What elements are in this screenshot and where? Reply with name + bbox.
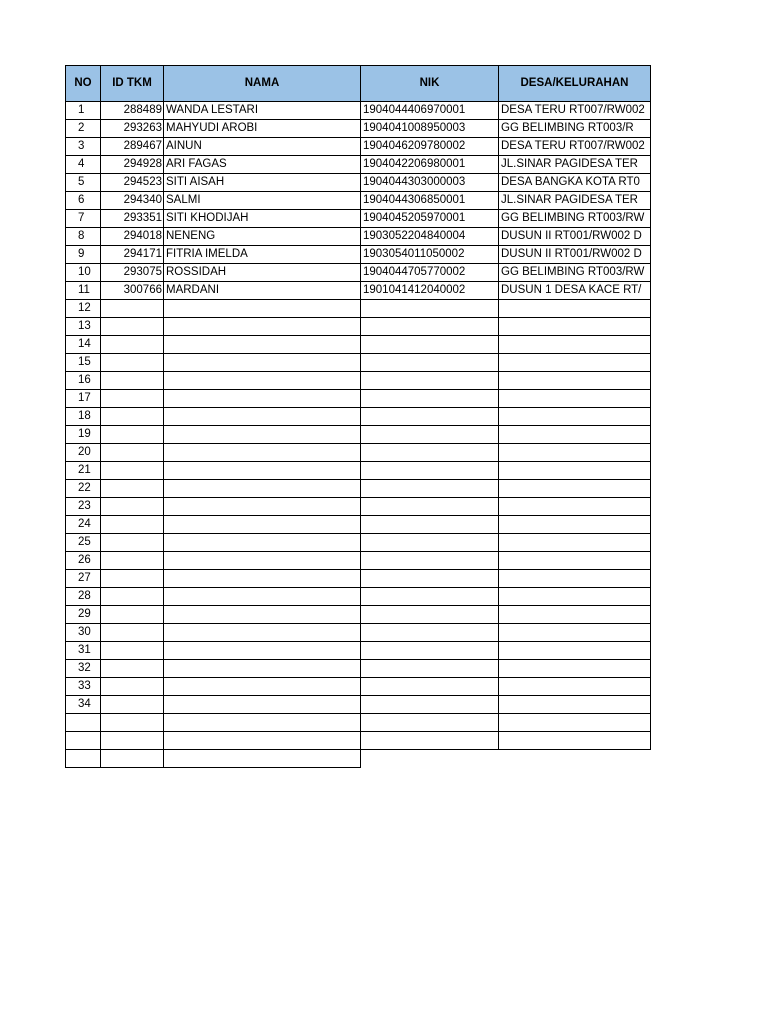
cell-id-tkm (101, 516, 164, 534)
cell-desa: GG BELIMBING RT003/RW (499, 210, 651, 228)
table-row (66, 570, 651, 588)
cell-id-tkm (101, 552, 164, 570)
header-id-tkm: ID TKM (101, 66, 164, 102)
cell-id-tkm: 293263 (101, 120, 164, 138)
table-row (66, 480, 651, 498)
table-row (66, 660, 651, 678)
cell-nama (164, 570, 361, 588)
cell-nama: SALMI (164, 192, 361, 210)
cell-no: 8 (66, 228, 101, 246)
cell-no: 7 (66, 210, 101, 228)
cell-nama (164, 390, 361, 408)
cell-nik: 1904045205970001 (361, 210, 499, 228)
cell-nama (164, 696, 361, 714)
cell-nik: 1904041008950003 (361, 120, 499, 138)
cell-id-tkm (101, 714, 164, 732)
cell-desa: JL.SINAR PAGIDESA TER (499, 156, 651, 174)
cell-no: 24 (66, 516, 101, 534)
cell-no: 26 (66, 552, 101, 570)
empty-cell (164, 750, 361, 768)
cell-nik (361, 516, 499, 534)
empty-cell (101, 750, 164, 768)
cell-nama (164, 606, 361, 624)
cell-nama (164, 408, 361, 426)
cell-nama: AINUN (164, 138, 361, 156)
cell-nama (164, 516, 361, 534)
table-row (66, 264, 651, 282)
cell-id-tkm: 294523 (101, 174, 164, 192)
cell-nik: 1904044705770002 (361, 264, 499, 282)
cell-nama (164, 552, 361, 570)
header-nik: NIK (361, 66, 499, 102)
table-row (66, 516, 651, 534)
header-desa-kelurahan: DESA/KELURAHAN (499, 66, 651, 102)
cell-desa (499, 462, 651, 480)
cell-desa (499, 408, 651, 426)
table-row (66, 300, 651, 318)
cell-nama: WANDA LESTARI (164, 102, 361, 120)
cell-no: 17 (66, 390, 101, 408)
cell-no: 20 (66, 444, 101, 462)
cell-id-tkm: 300766 (101, 282, 164, 300)
cell-desa: DESA TERU RT007/RW002 (499, 102, 651, 120)
cell-desa (499, 678, 651, 696)
cell-id-tkm (101, 462, 164, 480)
cell-nama (164, 462, 361, 480)
cell-desa: DESA BANGKA KOTA RT0 (499, 174, 651, 192)
cell-nama (164, 318, 361, 336)
table-row (66, 714, 651, 732)
table-row (66, 156, 651, 174)
cell-id-tkm (101, 372, 164, 390)
cell-no: 32 (66, 660, 101, 678)
cell-id-tkm: 294171 (101, 246, 164, 264)
cell-nama (164, 660, 361, 678)
cell-nik (361, 498, 499, 516)
cell-no: 6 (66, 192, 101, 210)
cell-id-tkm (101, 588, 164, 606)
cell-desa (499, 534, 651, 552)
cell-id-tkm (101, 642, 164, 660)
cell-nama: SITI AISAH (164, 174, 361, 192)
cell-nik (361, 624, 499, 642)
table-row (66, 498, 651, 516)
header-no: NO (66, 66, 101, 102)
table-row (66, 174, 651, 192)
cell-id-tkm: 294340 (101, 192, 164, 210)
table-row (66, 372, 651, 390)
cell-nama: ROSSIDAH (164, 264, 361, 282)
table-row (66, 588, 651, 606)
cell-desa: DESA TERU RT007/RW002 (499, 138, 651, 156)
cell-desa (499, 480, 651, 498)
table-row (66, 642, 651, 660)
cell-desa: GG BELIMBING RT003/RW (499, 264, 651, 282)
cell-id-tkm (101, 336, 164, 354)
cell-no (66, 732, 101, 750)
cell-desa (499, 354, 651, 372)
cell-nama: NENENG (164, 228, 361, 246)
cell-nama (164, 678, 361, 696)
cell-nik (361, 318, 499, 336)
empty-cell (499, 750, 651, 768)
cell-nama (164, 426, 361, 444)
cell-nama: MARDANI (164, 282, 361, 300)
cell-no: 14 (66, 336, 101, 354)
cell-id-tkm (101, 444, 164, 462)
cell-nik (361, 462, 499, 480)
cell-nik: 1904046209780002 (361, 138, 499, 156)
table-row (66, 120, 651, 138)
cell-nama (164, 354, 361, 372)
cell-no: 23 (66, 498, 101, 516)
table-row (66, 192, 651, 210)
cell-id-tkm: 288489 (101, 102, 164, 120)
cell-nik: 1904042206980001 (361, 156, 499, 174)
cell-no: 22 (66, 480, 101, 498)
cell-no: 28 (66, 588, 101, 606)
cell-nama (164, 300, 361, 318)
table-row (66, 534, 651, 552)
cell-nik (361, 426, 499, 444)
cell-nik (361, 552, 499, 570)
cell-desa: DUSUN II RT001/RW002 D (499, 228, 651, 246)
cell-no: 34 (66, 696, 101, 714)
cell-no: 1 (66, 102, 101, 120)
cell-nama (164, 480, 361, 498)
table-row (66, 696, 651, 714)
cell-id-tkm (101, 390, 164, 408)
cell-nik (361, 534, 499, 552)
cell-desa (499, 696, 651, 714)
cell-nama (164, 498, 361, 516)
cell-nik (361, 408, 499, 426)
empty-cell (66, 750, 101, 768)
cell-nik (361, 336, 499, 354)
cell-no: 18 (66, 408, 101, 426)
table-row (66, 336, 651, 354)
cell-nik (361, 300, 499, 318)
cell-id-tkm (101, 606, 164, 624)
cell-id-tkm (101, 570, 164, 588)
cell-nik (361, 660, 499, 678)
cell-nama (164, 642, 361, 660)
cell-nama (164, 372, 361, 390)
cell-id-tkm (101, 534, 164, 552)
cell-no: 29 (66, 606, 101, 624)
table-row (66, 102, 651, 120)
cell-id-tkm (101, 678, 164, 696)
header-nama: NAMA (164, 66, 361, 102)
table-row (66, 750, 651, 768)
table-row (66, 354, 651, 372)
cell-nik (361, 696, 499, 714)
cell-nik: 1904044406970001 (361, 102, 499, 120)
cell-nik (361, 732, 499, 750)
cell-desa (499, 732, 651, 750)
cell-nama: ARI FAGAS (164, 156, 361, 174)
cell-nik: 1904044303000003 (361, 174, 499, 192)
cell-nama: SITI KHODIJAH (164, 210, 361, 228)
cell-nik (361, 354, 499, 372)
cell-desa (499, 588, 651, 606)
table-row (66, 462, 651, 480)
cell-desa (499, 390, 651, 408)
header-row (66, 66, 651, 102)
cell-no: 9 (66, 246, 101, 264)
cell-no: 31 (66, 642, 101, 660)
cell-id-tkm: 293075 (101, 264, 164, 282)
cell-id-tkm (101, 354, 164, 372)
cell-desa (499, 714, 651, 732)
cell-desa (499, 552, 651, 570)
cell-nik (361, 678, 499, 696)
cell-nik (361, 714, 499, 732)
table-row (66, 390, 651, 408)
data-table (65, 65, 651, 768)
cell-desa (499, 372, 651, 390)
cell-desa (499, 498, 651, 516)
table-row (66, 228, 651, 246)
cell-no: 33 (66, 678, 101, 696)
cell-desa: DUSUN 1 DESA KACE RT/ (499, 282, 651, 300)
cell-no: 21 (66, 462, 101, 480)
cell-desa (499, 300, 651, 318)
cell-desa (499, 336, 651, 354)
cell-id-tkm (101, 300, 164, 318)
cell-desa (499, 426, 651, 444)
cell-desa (499, 444, 651, 462)
table-row (66, 210, 651, 228)
table-row (66, 732, 651, 750)
cell-no: 12 (66, 300, 101, 318)
table-row (66, 408, 651, 426)
cell-no (66, 714, 101, 732)
cell-desa (499, 642, 651, 660)
cell-id-tkm: 294018 (101, 228, 164, 246)
cell-nik: 1901041412040002 (361, 282, 499, 300)
table-row (66, 606, 651, 624)
cell-id-tkm: 293351 (101, 210, 164, 228)
cell-no: 2 (66, 120, 101, 138)
cell-desa (499, 570, 651, 588)
cell-nik (361, 588, 499, 606)
cell-nik (361, 390, 499, 408)
cell-nama (164, 624, 361, 642)
cell-nik (361, 480, 499, 498)
cell-desa (499, 318, 651, 336)
table-row (66, 678, 651, 696)
cell-no: 3 (66, 138, 101, 156)
cell-no: 10 (66, 264, 101, 282)
cell-desa (499, 606, 651, 624)
cell-id-tkm (101, 696, 164, 714)
cell-no: 25 (66, 534, 101, 552)
cell-no: 27 (66, 570, 101, 588)
cell-no: 15 (66, 354, 101, 372)
cell-nik: 1903054011050002 (361, 246, 499, 264)
cell-nama (164, 714, 361, 732)
empty-cell (361, 750, 499, 768)
cell-id-tkm (101, 426, 164, 444)
table-row (66, 282, 651, 300)
cell-id-tkm (101, 660, 164, 678)
cell-no: 16 (66, 372, 101, 390)
cell-no: 5 (66, 174, 101, 192)
table-body (66, 102, 651, 768)
cell-no: 19 (66, 426, 101, 444)
table-row (66, 318, 651, 336)
cell-nik: 1903052204840004 (361, 228, 499, 246)
table-row (66, 552, 651, 570)
cell-nama: FITRIA IMELDA (164, 246, 361, 264)
cell-nik (361, 444, 499, 462)
cell-nik (361, 606, 499, 624)
cell-nama (164, 534, 361, 552)
cell-id-tkm (101, 408, 164, 426)
cell-nik (361, 642, 499, 660)
cell-desa (499, 516, 651, 534)
table-row (66, 426, 651, 444)
table-row (66, 444, 651, 462)
cell-desa: JL.SINAR PAGIDESA TER (499, 192, 651, 210)
cell-no: 13 (66, 318, 101, 336)
cell-nama (164, 336, 361, 354)
cell-desa (499, 624, 651, 642)
table-row (66, 624, 651, 642)
cell-id-tkm (101, 498, 164, 516)
cell-no: 4 (66, 156, 101, 174)
cell-nama (164, 588, 361, 606)
table-row (66, 246, 651, 264)
cell-no: 11 (66, 282, 101, 300)
cell-nama (164, 444, 361, 462)
cell-id-tkm (101, 318, 164, 336)
cell-no: 30 (66, 624, 101, 642)
cell-nik: 1904044306850001 (361, 192, 499, 210)
cell-id-tkm (101, 732, 164, 750)
cell-nama: MAHYUDI AROBI (164, 120, 361, 138)
cell-id-tkm (101, 480, 164, 498)
cell-desa (499, 660, 651, 678)
cell-nik (361, 570, 499, 588)
cell-id-tkm (101, 624, 164, 642)
cell-desa: GG BELIMBING RT003/R (499, 120, 651, 138)
cell-id-tkm: 294928 (101, 156, 164, 174)
cell-id-tkm: 289467 (101, 138, 164, 156)
table-row (66, 138, 651, 156)
cell-nik (361, 372, 499, 390)
cell-desa: DUSUN II RT001/RW002 D (499, 246, 651, 264)
cell-nama (164, 732, 361, 750)
